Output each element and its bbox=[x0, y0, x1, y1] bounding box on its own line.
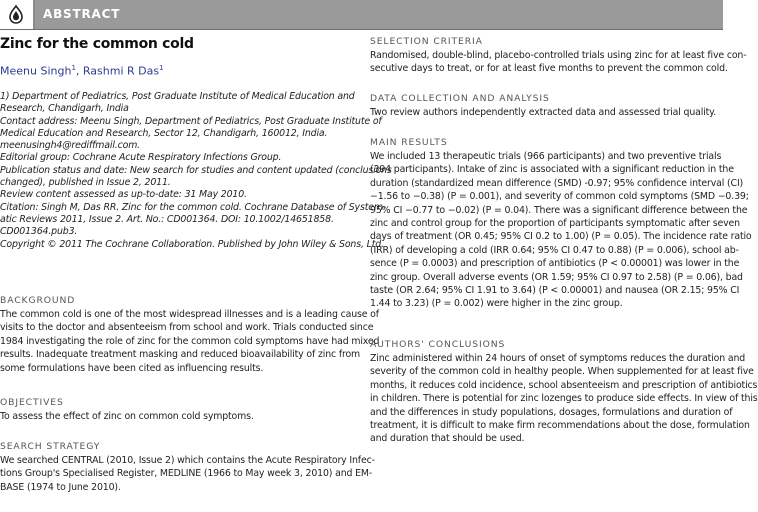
meta-line: Medical Education and Research, Sector 12, Chandigarh, 160012, India. bbox=[0, 127, 328, 139]
paragraph-line: Randomised, double-blind, placebo-controlled trials using zinc for at least five con- bbox=[370, 50, 747, 61]
background-section bbox=[0, 295, 380, 375]
main-results-section bbox=[370, 137, 752, 311]
paragraph-line: 1984 investigating the role of zinc for the common cold symptoms have had mixed bbox=[0, 335, 380, 347]
paragraph-line: and the differences in study populations, dosages, formulations and duration of bbox=[370, 406, 733, 418]
abstract-banner bbox=[0, 0, 723, 30]
meta-line: Contact address: Meenu Singh, Department of Pediatrics, Post Graduate Institute of bbox=[0, 115, 382, 127]
paragraph-line: days of treatment (OR 0.45; 95% CI 0.2 to 1.00) (P = 0.05). The incidence rate ratio bbox=[370, 231, 752, 243]
paragraph-line: BASE (1974 to June 2010). bbox=[0, 481, 121, 493]
meta-line: atic Reviews 2011, Issue 2. Art. No.: CD001364. DOI: 10.1002/14651858. bbox=[0, 213, 334, 225]
meta-line: CD001364.pub3. bbox=[0, 226, 78, 238]
paragraph-line: tions Group's Specialised Register, MEDLINE (1966 to May week 3, 2010) and EM- bbox=[0, 468, 373, 480]
paragraph-line: To assess the effect of zinc on common cold symptoms. bbox=[0, 411, 254, 422]
paragraph-line: zinc group. Overall adverse events (OR 1.59; 95% CI 0.97 to 2.58) (P = 0.06), bad bbox=[370, 271, 743, 283]
section-heading: MAIN RESULTS bbox=[370, 137, 448, 148]
banner-label: ABSTRACT bbox=[43, 7, 121, 21]
authors-line bbox=[0, 64, 164, 78]
cochrane-logo-icon bbox=[8, 5, 24, 24]
author-name: Rashmi R Das bbox=[82, 64, 160, 78]
section-heading: OBJECTIVES bbox=[0, 397, 64, 408]
affiliation-mark: 1 bbox=[159, 64, 164, 72]
meta-line: Publication status and date: New search for studies and content updated (conclusions bbox=[0, 164, 392, 176]
paragraph-line: sence (P = 0.0003) and prescription of antibiotics (P < 0.00001) was lower in the bbox=[370, 258, 740, 270]
paragraph-line: The common cold is one of the most widespread illnesses and is a leading cause of bbox=[0, 309, 379, 320]
meta-line: Editorial group: Cochrane Acute Respiratory Infections Group. bbox=[0, 152, 282, 164]
search-strategy-section bbox=[0, 441, 375, 494]
paragraph-line: in children. There is potential for zinc lozenges to produce side effects. In view of this bbox=[370, 393, 758, 405]
paragraph-line: secutive days to treat, or for at least five months to prevent the common cold. bbox=[370, 63, 728, 75]
paragraph-line: some formulations have been cited as influencing results. bbox=[0, 362, 264, 374]
logo-box bbox=[0, 0, 35, 29]
meta-line: Citation: Singh M, Das RR. Zinc for the common cold. Cochrane Database of System- bbox=[0, 201, 387, 213]
authors-conclusions-section bbox=[370, 339, 758, 446]
section-heading: SELECTION CRITERIA bbox=[370, 36, 483, 47]
section-heading: SEARCH STRATEGY bbox=[0, 441, 101, 452]
paragraph-line: treatment, it is difficult to make firm recommendations about the dose, formulation bbox=[370, 419, 750, 431]
article-title: Zinc for the common cold bbox=[0, 36, 194, 52]
section-heading: DATA COLLECTION AND ANALYSIS bbox=[370, 93, 550, 104]
data-collection-section bbox=[370, 93, 718, 119]
paragraph-line: and duration that should be used. bbox=[370, 433, 525, 445]
objectives-section bbox=[0, 397, 352, 423]
paragraph-line: Zinc administered within 24 hours of onset of symptoms reduces the duration and bbox=[370, 353, 746, 364]
paragraph-line: zinc and control group for the proportion of participants symptomatic after seven bbox=[370, 217, 740, 229]
meta-line: Research, Chandigarh, India bbox=[0, 103, 129, 115]
paragraph-line: We searched CENTRAL (2010, Issue 2) which contains the Acute Respiratory Infec- bbox=[0, 455, 375, 466]
paragraph-line: We included 13 therapeutic trials (966 participants) and two preventive trials bbox=[370, 151, 722, 162]
meta-line: changed), published in Issue 2, 2011. bbox=[0, 177, 171, 189]
section-heading: BACKGROUND bbox=[0, 295, 76, 306]
meta-line: Review content assessed as up-to-date: 31 May 2010. bbox=[0, 189, 247, 201]
paragraph-line: duration (standardized mean difference (SMD) -0.97; 95% confidence interval (CI) bbox=[370, 177, 744, 189]
paragraph-line: −1.56 to −0.38) (P = 0.001), and severity of common cold symptoms (SMD −0.39; bbox=[370, 191, 749, 203]
author-separator: , bbox=[75, 64, 83, 78]
article-metadata bbox=[0, 91, 392, 251]
author-name: Meenu Singh bbox=[0, 64, 72, 78]
paragraph-line: months, it reduces cold incidence, school absenteeism and prescription of antibiotics bbox=[370, 379, 758, 391]
paragraph-line: (IRR) of developing a cold (IRR 0.64; 95% CI 0.47 to 0.88) (P = 0.006), school ab- bbox=[370, 244, 739, 256]
paragraph-line: severity of the common cold in healthy people. When supplemented for at least five bbox=[370, 366, 754, 378]
contact-email[interactable]: meenusingh4@rediffmail.com. bbox=[0, 140, 141, 152]
paragraph-line: Two review authors independently extracted data and assessed trial quality. bbox=[370, 107, 717, 118]
paragraph-line: results. Inadequate treatment masking and reduced bioavailability of zinc from bbox=[0, 349, 361, 361]
meta-line: 1) Department of Pediatrics, Post Graduate Institute of Medical Education and bbox=[0, 91, 355, 102]
meta-line: Copyright © 2011 The Cochrane Collaboration. Published by John Wiley & Sons, Ltd. bbox=[0, 238, 384, 250]
paragraph-line: (394 participants). Intake of zinc is associated with a significant reduction in the bbox=[370, 164, 734, 176]
paragraph-line: taste (OR 2.64; 95% CI 1.91 to 3.64) (P < 0.00001) and nausea (OR 2.15; 95% CI bbox=[370, 284, 740, 296]
paragraph-line: visits to the doctor and absenteeism from school and work. Trials conducted since bbox=[0, 322, 374, 334]
affiliation-mark: 1 bbox=[71, 64, 76, 72]
paragraph-line: 95% CI −0.77 to −0.02) (P = 0.04). There was a significant difference between the bbox=[370, 204, 748, 216]
selection-criteria-section bbox=[370, 36, 747, 76]
section-heading: AUTHORS' CONCLUSIONS bbox=[370, 339, 506, 350]
paragraph-line: 1.44 to 3.23) (P = 0.002) were higher in the zinc group. bbox=[370, 298, 623, 310]
